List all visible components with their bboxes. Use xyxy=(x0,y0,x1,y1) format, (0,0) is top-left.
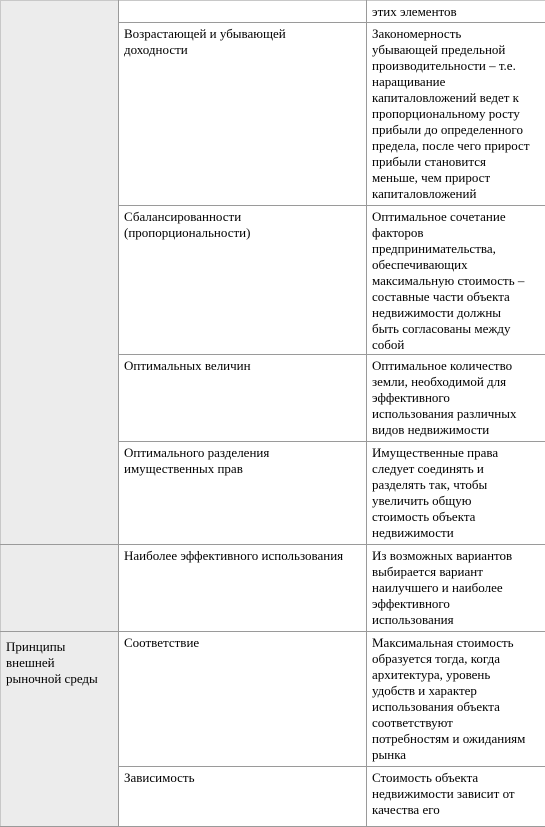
description-line: использования различных xyxy=(372,406,541,422)
principle-name-cell xyxy=(119,767,367,827)
table-row xyxy=(1,545,545,632)
principle-name-cell xyxy=(119,545,367,632)
principle-description-cell xyxy=(367,545,545,632)
description-line: предела, после чего прирост xyxy=(372,138,541,154)
principle-description-cell xyxy=(367,355,545,442)
group-cell-external-market xyxy=(1,632,119,827)
group-label-line: рыночной среды xyxy=(6,671,114,687)
description-line: использования объекта xyxy=(372,699,541,715)
principle-name-line: Возрастающей и убывающей xyxy=(124,26,362,42)
principle-description-cell xyxy=(367,767,545,827)
group-cell-continued xyxy=(1,1,119,545)
description-line: использования xyxy=(372,612,541,628)
description-line: Имущественные права xyxy=(372,445,541,461)
description-line: недвижимости должны xyxy=(372,305,541,321)
description-line: убывающей предельной xyxy=(372,42,541,58)
description-line: наилучшего и наиболее xyxy=(372,580,541,596)
description-line: недвижимости xyxy=(372,525,541,541)
principle-name-cell xyxy=(119,1,367,23)
description-line: стоимость объекта xyxy=(372,509,541,525)
description-line: капиталовложений xyxy=(372,186,541,202)
principle-name-line: Соответствие xyxy=(124,635,362,651)
description-line: качества его xyxy=(372,802,541,818)
principle-description-cell xyxy=(367,442,545,545)
table-row xyxy=(1,632,545,767)
principle-description-cell xyxy=(367,1,545,23)
description-line: обеспечивающих xyxy=(372,257,541,273)
description-line: Оптимальное сочетание xyxy=(372,209,541,225)
description-line: следует соединять и xyxy=(372,461,541,477)
description-line: архитектура, уровень xyxy=(372,667,541,683)
principle-description-cell xyxy=(367,23,545,206)
description-line: Стоимость объекта xyxy=(372,770,541,786)
description-line: производительности – т.е. xyxy=(372,58,541,74)
principle-description-cell xyxy=(367,632,545,767)
description-line: этих элементов xyxy=(372,4,541,20)
description-line: прибыли до определенного xyxy=(372,122,541,138)
group-label-line: Принципы xyxy=(6,639,114,655)
description-line: наращивание xyxy=(372,74,541,90)
table-row xyxy=(1,1,545,23)
description-line: земли, необходимой для xyxy=(372,374,541,390)
description-line: прибыли становится xyxy=(372,154,541,170)
principle-name-cell xyxy=(119,206,367,355)
description-line: разделять так, чтобы xyxy=(372,477,541,493)
description-line: факторов xyxy=(372,225,541,241)
principle-name-line: имущественных прав xyxy=(124,461,362,477)
description-line: видов недвижимости xyxy=(372,422,541,438)
principle-name-cell xyxy=(119,632,367,767)
description-line: собой xyxy=(372,337,541,353)
description-line: выбирается вариант xyxy=(372,564,541,580)
description-line: удобств и характер xyxy=(372,683,541,699)
principle-name-line: Оптимального разделения xyxy=(124,445,362,461)
principle-name-line: доходности xyxy=(124,42,362,58)
description-line: эффективного xyxy=(372,596,541,612)
description-line: составные части объекта xyxy=(372,289,541,305)
principle-name-cell xyxy=(119,442,367,545)
description-line: рынка xyxy=(372,747,541,763)
principle-name-line: Наиболее эффективного использования xyxy=(124,548,362,564)
principle-name-line: (пропорциональности) xyxy=(124,225,362,241)
description-line: быть согласованы между xyxy=(372,321,541,337)
description-line: соответствуют xyxy=(372,715,541,731)
description-line: Из возможных вариантов xyxy=(372,548,541,564)
description-line: максимальную стоимость – xyxy=(372,273,541,289)
group-label-line: внешней xyxy=(6,655,114,671)
principle-name-line: Сбалансированности xyxy=(124,209,362,225)
description-line: образуется тогда, когда xyxy=(372,651,541,667)
description-line: Оптимальное количество xyxy=(372,358,541,374)
description-line: меньше, чем прирост xyxy=(372,170,541,186)
principle-name-line: Оптимальных величин xyxy=(124,358,362,374)
principle-description-cell xyxy=(367,206,545,355)
description-line: эффективного xyxy=(372,390,541,406)
principle-name-cell xyxy=(119,355,367,442)
description-line: предпринимательства, xyxy=(372,241,541,257)
principle-name-cell xyxy=(119,23,367,206)
description-line: недвижимости зависит от xyxy=(372,786,541,802)
description-line: потребностям и ожиданиям xyxy=(372,731,541,747)
description-line: пропорциональному росту xyxy=(372,106,541,122)
principle-name-line: Зависимость xyxy=(124,770,362,786)
description-line: капиталовложений ведет к xyxy=(372,90,541,106)
description-line: Закономерность xyxy=(372,26,541,42)
description-line: Максимальная стоимость xyxy=(372,635,541,651)
group-cell-empty xyxy=(1,545,119,632)
description-line: увеличить общую xyxy=(372,493,541,509)
